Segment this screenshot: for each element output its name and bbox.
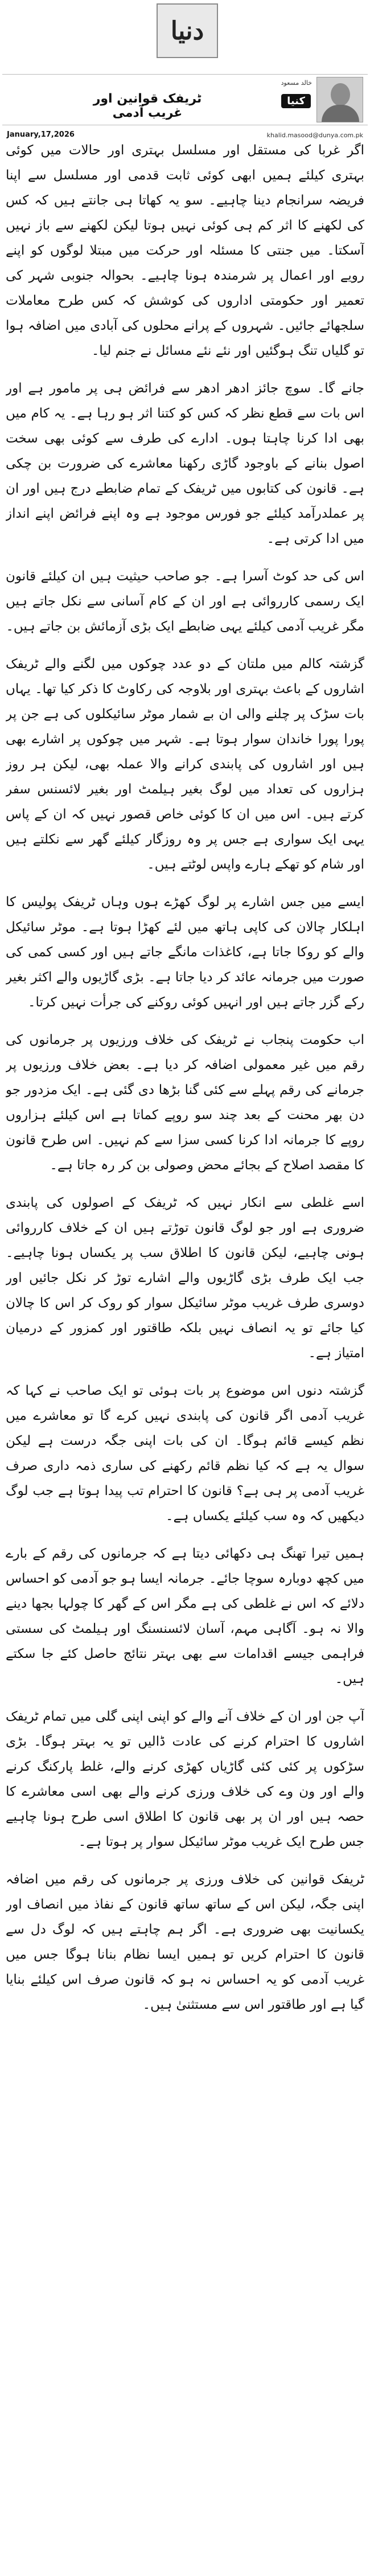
article-body (6, 138, 364, 2564)
author-email[interactable]: khalid.masood@dunya.com.pk (266, 132, 363, 139)
article-paragraph: جانے گا۔ سوچ جائز ادھر ادھر سے فرائض ہی پر مامور ہے اور اس بات سے قطع نظر کہ کس کو کتنا اثر ہو رہا ہے۔ یہ کام میں بھی ادا کرنا چاہتا ہوں۔ ادارے کی طرف سے کوئی بھی سخت اصول بنانے کے باوجود گاڑی رکھنا معاشرے کی ضرورت بن چکی ہے۔ قانون کی کتابوں میں ٹریفک کے تمام ضابطے درج ہیں اور ان پر عملدرآمد کیلئے جو فورس موجود ہے وہ اپنے فرائض اپنے انداز میں ادا کرتی ہے۔ (6, 381, 364, 546)
article-paragraph: ایسے میں جس اشارے پر لوگ کھڑے ہوں وہاں ٹریفک پولیس کا اہلکار چالان کی کاپی ہاتھ میں لئے کھڑا ہوتا ہے۔ موٹر سائیکل والے کو روکا جاتا ہے، کاغذات مانگے جاتے ہیں اور کسی کمی کی صورت میں جرمانہ عائد کر دیا جاتا ہے۔ بڑی گاڑیوں والے اکثر بغیر رکے گزر جاتے ہیں اور انہیں کوئی روکنے کی جرأت نہیں کرتا۔ (6, 895, 364, 1010)
article-paragraph: گزشتہ کالم میں ملتان کے دو عدد چوکوں میں لگنے والے ٹریفک اشاروں کے باعث بہتری اور بلاوجہ کی رکاوٹ کا ذکر کیا تھا۔ یہاں بات سڑک پر چلنے والی ان بے شمار موٹر سائیکلوں کی ہے جن پر پورا پورا خاندان سوار ہوتا ہے۔ شہر میں چوکوں پر اشارے بھی ہیں اور اشاروں کی پابندی کرانے والا عملہ بھی، لیکن ہر روز ہزاروں کی تعداد میں لوگ بغیر ہیلمٹ اور بغیر لائسنس سفر کرتے ہیں۔ اس میں ان کا کوئی خاص قصور نہیں کہ ان کے پاس یہی ایک سواری ہے جس پر وہ روزگار کیلئے گھر سے نکلتے ہیں اور شام کو تھکے ہارے واپس لوٹتے ہیں۔ (6, 657, 364, 872)
author-name: خالد مسعود (281, 79, 312, 87)
article-paragraph: اسے غلطی سے انکار نہیں کہ ٹریفک کے اصولوں کی پابندی ضروری ہے اور جو لوگ قانون توڑتے ہیں ان کے خلاف کارروائی ہونی چاہیے، لیکن قانون کا اطلاق سب پر یکساں ہونا چاہیے۔ جب ایک طرف بڑی گاڑیوں والے اشارے توڑ کر نکل جائیں اور دوسری طرف غریب موٹر سائیکل سوار کو روک کر اس کا چالان کیا جائے تو یہ انصاف نہیں بلکہ طاقتور اور کمزور کے درمیان امتیاز ہے۔ (6, 1195, 364, 1361)
newspaper-masthead-logo (157, 3, 218, 58)
article-paragraph: اب حکومت پنجاب نے ٹریفک کی خلاف ورزیوں پر جرمانوں کی رقم میں غیر معمولی اضافہ کر دیا ہے۔ بعض خلاف ورزیوں پر جرمانے کی رقم پہلے سے کئی گنا بڑھا دی گئی ہے۔ ایک مزدور جو دن بھر محنت کے بعد چند سو روپے کماتا ہے اس کیلئے ہزاروں روپے کا جرمانہ ادا کرنا کسی سزا سے کم نہیں۔ اس طرح قانون کا مقصد اصلاح کے بجائے محض وصولی بن کر رہ جاتا ہے۔ (6, 1033, 364, 1173)
article-paragraph: اگر غربا کی مستقل اور مسلسل بہتری اور حالات میں کوئی بہتری کیلئے ہمیں ابھی کوئی ثابت قدمی اور مسلسل سے اپنا فریضہ سرانجام دینا چاہیے۔ سو یہ کھاتا ہی جانتے ہیں کہ کس کی لکھنے کا اثر کم ہی کوئی نہیں ہوتا لیکن لکھنے سے باز نہیں آسکتا۔ میں جنتی کا مسئلہ اور حرکت میں مبتلا لوگوں کو اپنے رویے اور اعمال پر شرمندہ ہونا چاہیے۔ بحوالہ جنوبی شہر کی تعمیر اور حکومتی اداروں کی کوشش کہ کس طرح معاملات سلجھائے جائیں۔ شہروں کے پرانے محلوں کی آبادی میں اضافہ ہوا تو گلیاں تنگ ہوگئیں اور نئے نئے مسائل نے جنم لیا۔ (6, 143, 364, 358)
article-paragraph: گزشتہ دنوں اس موضوع پر بات ہوئی تو ایک صاحب نے کہا کہ غریب آدمی اگر قانون کی پابندی نہیں کرے گا تو معاشرے میں نظم کیسے قائم ہوگا۔ ان کی بات اپنی جگہ درست ہے لیکن سوال یہ ہے کہ کیا نظم قائم رکھنے کی ساری ذمہ داری صرف غریب آدمی پر ہی ہے؟ قانون کا احترام تب پیدا ہوتا ہے جب لوگ دیکھیں کہ وہ سب کیلئے یکساں ہے۔ (6, 1383, 364, 1524)
article-paragraph: آپ جن اور ان کے خلاف آنے والے کو اپنی اپنی گلی میں تمام ٹریفک اشاروں کا احترام کرنے کی عادت ڈالیں تو یہ بہتر ہوگا۔ بڑی سڑکوں پر کئی کئی گاڑیاں کھڑی کرنے والے، غلط پارکنگ کرنے والے اور ون وے کی خلاف ورزی کرنے والے بھی اسی معاشرے کا حصہ ہیں اور ان پر بھی قانون کا اطلاق اسی طرح ہونا چاہیے جس طرح ایک غریب موٹر سائیکل سوار پر ہوتا ہے۔ (6, 1709, 364, 1849)
column-header (2, 74, 368, 139)
brand-badge: کنیا (281, 94, 311, 108)
author-photo (316, 77, 363, 122)
masthead-logo-text: دنیا (170, 16, 204, 46)
column-title: ٹریفک قوانین اور غریب آدمی (93, 92, 202, 120)
publish-date: January,17,2026 (7, 130, 75, 139)
article-paragraph: ہمیں تیرا تھنگ ہی دکھائی دیتا ہے کہ جرمانوں کی رقم کے بارے میں کچھ دوبارہ سوچا جائے۔ جرمانہ ایسا ہو جو آدمی کو احساس دلائے کہ اس نے غلطی کی ہے مگر اس کے گھر کا چولہا بجھا دینے والا نہ ہو۔ آگاہی مہم، آسان لائسنسنگ اور ہیلمٹ کی سستی فراہمی جیسے اقدامات سے بھی بہتر نتائج حاصل کئے جا سکتے ہیں۔ (6, 1546, 364, 1686)
article-paragraph: اس کی حد کوٹ آسرا ہے۔ جو صاحب حیثیت ہیں ان کیلئے قانون ایک رسمی کارروائی ہے اور ان کے کام آسانی سے نکل جاتے ہیں مگر غریب آدمی کیلئے یہی ضابطے ایک بڑی آزمائش بن جاتے ہیں۔ (6, 569, 364, 634)
article-paragraph: ٹریفک قوانین کی خلاف ورزی پر جرمانوں کی رقم میں اضافہ اپنی جگہ، لیکن اس کے ساتھ ساتھ قانون کے نفاذ میں انصاف اور یکسانیت بھی ضروری ہے۔ اگر ہم چاہتے ہیں کہ لوگ دل سے قانون کا احترام کریں تو ہمیں ایسا نظام بنانا ہوگا جس میں غریب آدمی کو یہ احساس نہ ہو کہ قانون صرف اس کیلئے بنایا گیا ہے اور طاقتور اس سے مستثنیٰ ہیں۔ (6, 1872, 364, 2012)
